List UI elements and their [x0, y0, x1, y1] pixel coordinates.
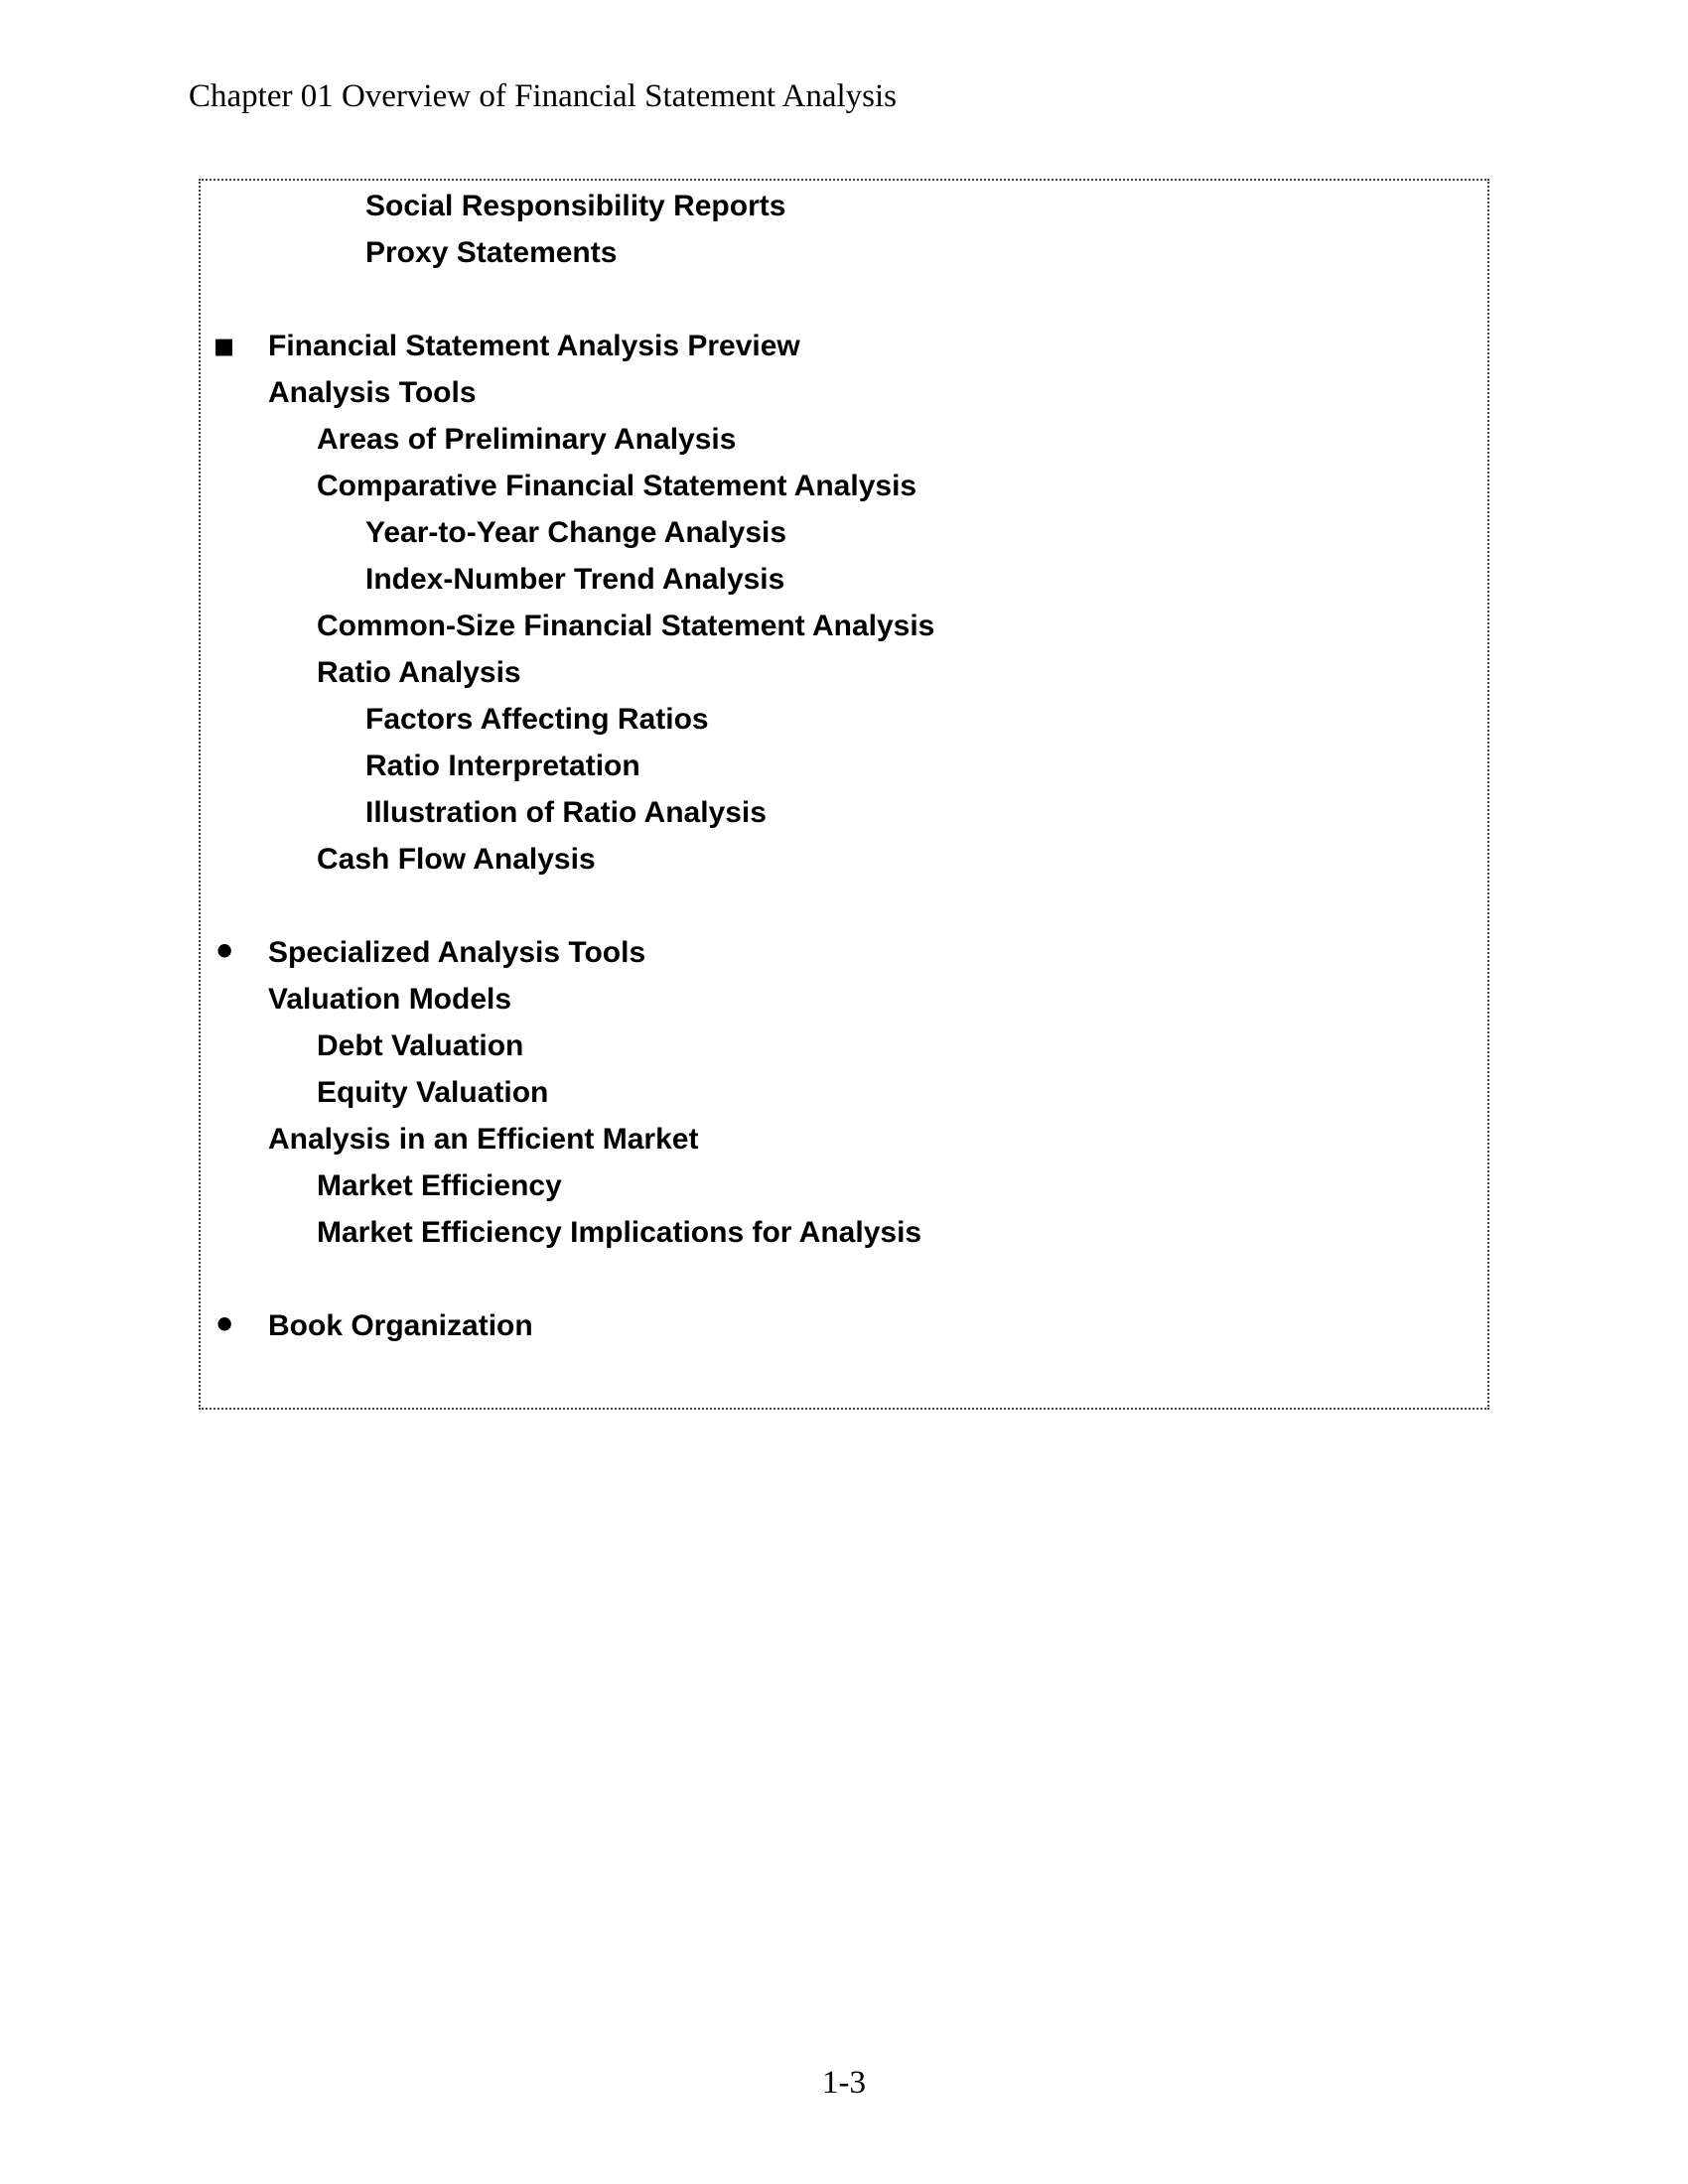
outline-item-label: Analysis Tools	[268, 376, 477, 409]
outline-item-label: Social Responsibility Reports	[365, 190, 786, 222]
outline-item	[201, 1209, 1487, 1256]
outline-item-label: Factors Affecting Ratios	[365, 703, 709, 736]
outline-item	[201, 883, 1487, 929]
outline-box	[199, 179, 1489, 1410]
outline-item	[201, 649, 1487, 696]
round-bullet-icon: •	[212, 1303, 237, 1347]
outline-item	[201, 743, 1487, 789]
outline-item	[201, 696, 1487, 743]
outline-item	[201, 836, 1487, 883]
outline-item	[201, 1162, 1487, 1209]
outline-item	[201, 183, 1487, 229]
outline-item-label: Specialized Analysis Tools	[268, 936, 646, 969]
outline-item-label: Common-Size Financial Statement Analysis	[317, 610, 935, 642]
chapter-header: Chapter 01 Overview of Financial Statement Analysis	[189, 78, 898, 114]
outline-item	[201, 976, 1487, 1023]
outline-item-label: Market Efficiency	[317, 1169, 562, 1202]
outline-item	[201, 369, 1487, 416]
outline-item	[201, 229, 1487, 276]
outline-item	[201, 416, 1487, 463]
outline-list	[201, 183, 1487, 1349]
outline-item	[201, 1256, 1487, 1302]
outline-item	[201, 556, 1487, 603]
page-number: 1-3	[822, 2065, 866, 2101]
outline-item-label: Illustration of Ratio Analysis	[365, 796, 767, 829]
outline-item-label: Equity Valuation	[317, 1076, 549, 1109]
outline-item	[201, 1069, 1487, 1116]
outline-item-label: Analysis in an Efficient Market	[268, 1123, 699, 1156]
outline-item	[201, 463, 1487, 509]
outline-item	[201, 509, 1487, 556]
outline-item	[201, 789, 1487, 836]
outline-item-label: Proxy Statements	[365, 236, 618, 269]
outline-item-label: Valuation Models	[268, 983, 512, 1016]
outline-item	[201, 276, 1487, 323]
outline-item-label: Ratio Interpretation	[365, 750, 640, 782]
outline-item-label: Financial Statement Analysis Preview	[268, 330, 800, 362]
outline-item-label: Cash Flow Analysis	[317, 843, 596, 876]
outline-item-label: Ratio Analysis	[317, 656, 521, 689]
outline-item	[201, 1302, 1487, 1349]
square-bullet-icon: ▪	[212, 326, 236, 365]
outline-item-label: Comparative Financial Statement Analysis	[317, 470, 917, 502]
outline-item	[201, 929, 1487, 976]
round-bullet-icon: •	[212, 930, 237, 974]
outline-item	[201, 1023, 1487, 1069]
outline-item	[201, 323, 1487, 369]
outline-item-label: Index-Number Trend Analysis	[365, 563, 785, 596]
outline-item	[201, 1116, 1487, 1162]
outline-item-label: Book Organization	[268, 1309, 533, 1342]
outline-item-label: Areas of Preliminary Analysis	[317, 423, 737, 456]
outline-item-label: Year-to-Year Change Analysis	[365, 516, 787, 549]
outline-item-label: Debt Valuation	[317, 1029, 524, 1062]
outline-item-label: Market Efficiency Implications for Analysis	[317, 1216, 922, 1249]
outline-item	[201, 603, 1487, 649]
